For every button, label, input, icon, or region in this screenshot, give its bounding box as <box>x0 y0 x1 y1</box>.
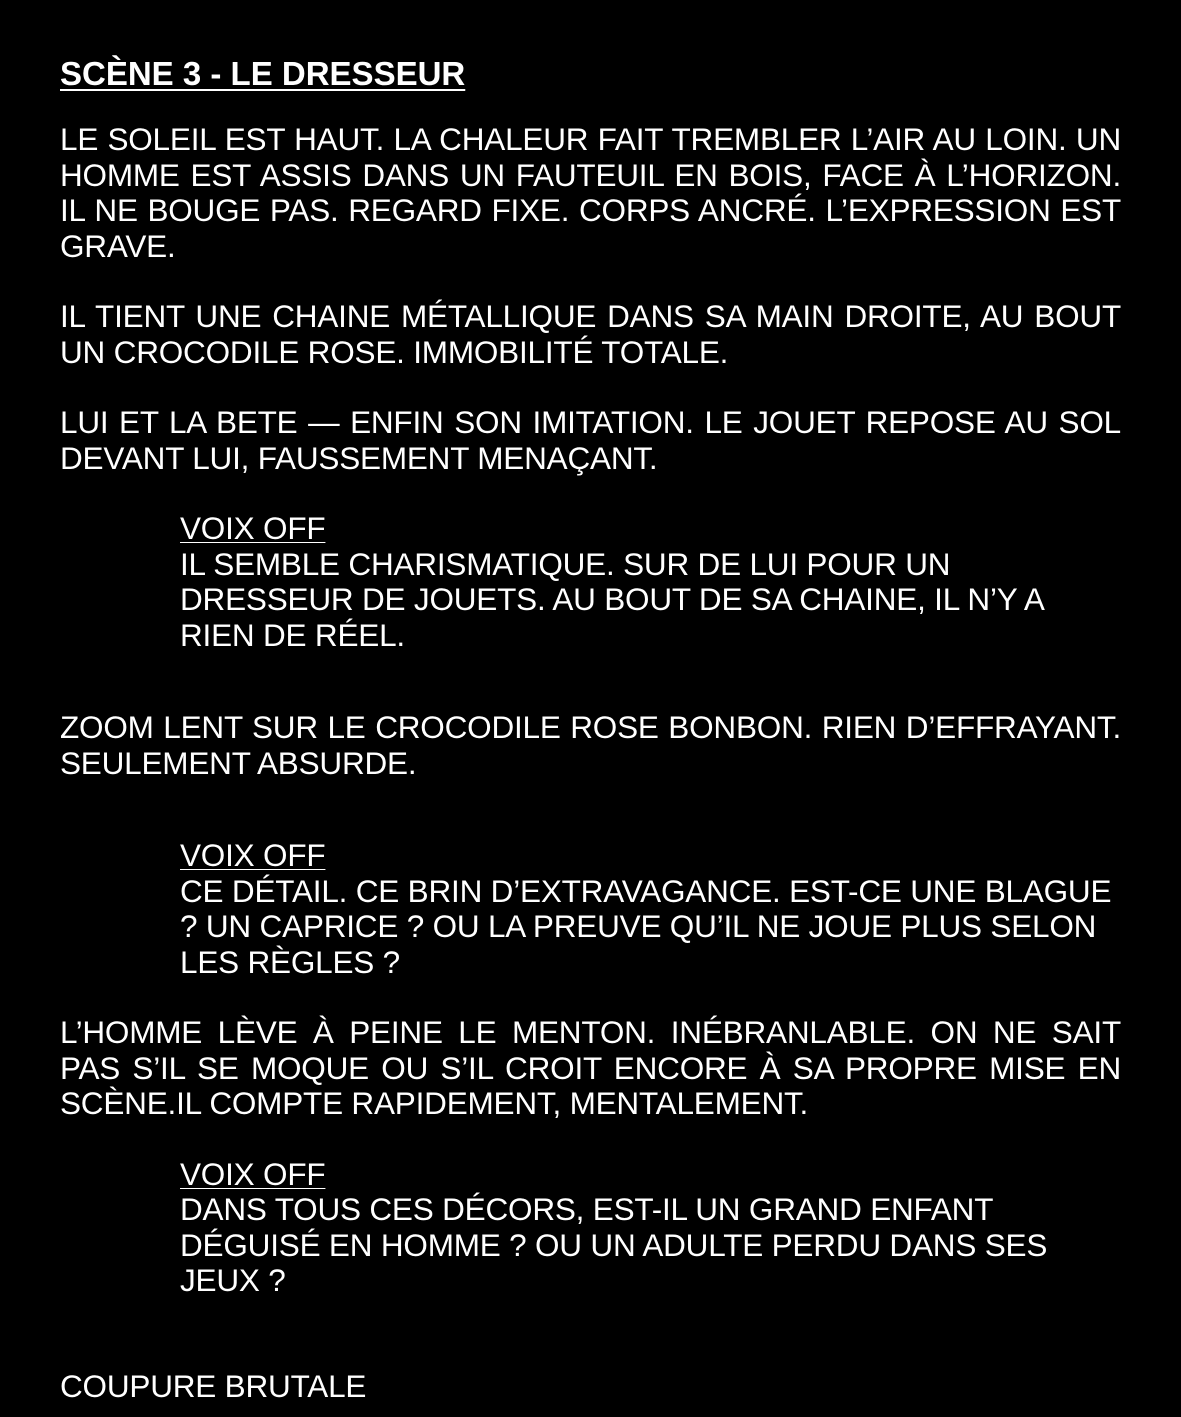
voiceover-label: VOIX OFF <box>180 1155 326 1192</box>
scene-heading: SCÈNE 3 - LE DRESSEUR <box>60 55 466 92</box>
voiceover-block-3 <box>180 1157 1120 1299</box>
action-paragraph-4: ZOOM LENT SUR LE CROCODILE ROSE BONBON. RIEN D’EFFRAYANT. SEULEMENT ABSURDE. <box>60 709 1121 781</box>
voiceover-block-2 <box>180 838 1120 980</box>
action-paragraph-3: LUI ET LA BETE — ENFIN SON IMITATION. LE JOUET REPOSE AU SOL DEVANT LUI, FAUSSEMENT MENAÇANT. <box>60 404 1121 476</box>
action-paragraph-2: IL TIENT UNE CHAINE MÉTALLIQUE DANS SA MAIN DROITE, AU BOUT UN CROCODILE ROSE. IMMOBILITÉ TOTALE. <box>60 298 1121 370</box>
script-page <box>60 52 1121 1404</box>
voiceover-label: VOIX OFF <box>180 510 326 546</box>
voiceover-text: CE DÉTAIL. CE BRIN D’EXTRAVAGANCE. EST-CE UNE BLAGUE ? UN CAPRICE ? OU LA PREUVE QU’IL NE JOUE PLUS SELON LES RÈGLES ? <box>180 872 1112 980</box>
action-paragraph-1: LE SOLEIL EST HAUT. LA CHALEUR FAIT TREMBLER L’AIR AU LOIN. UN HOMME EST ASSIS DANS UN FAUTEUIL EN BOIS, FACE À L’HORIZON. IL NE BOUGE PAS. REGARD FIXE. CORPS ANCRÉ. L’EXPRESSION EST GRAVE. <box>60 121 1121 264</box>
voiceover-text: IL SEMBLE CHARISMATIQUE. SUR DE LUI POUR UN DRESSEUR DE JOUETS. AU BOUT DE SA CHAINE, IL N’Y A RIEN DE RÉEL. <box>180 545 1043 653</box>
voiceover-label: VOIX OFF <box>180 837 326 873</box>
voiceover-text: DANS TOUS CES DÉCORS, EST-IL UN GRAND ENFANT DÉGUISÉ EN HOMME ? OU UN ADULTE PERDU DANS SES JEUX ? <box>180 1191 1048 1298</box>
action-paragraph-5: L’HOMME LÈVE À PEINE LE MENTON. INÉBRANLABLE. ON NE SAIT PAS S’IL SE MOQUE OU S’IL CROIT ENCORE À SA PROPRE MISE EN SCÈNE.IL COMPTE RAPIDEMENT, MENTALEMENT. <box>60 1014 1121 1121</box>
voiceover-block-1 <box>180 511 1120 653</box>
transition-cut: COUPURE BRUTALE <box>60 1367 367 1404</box>
